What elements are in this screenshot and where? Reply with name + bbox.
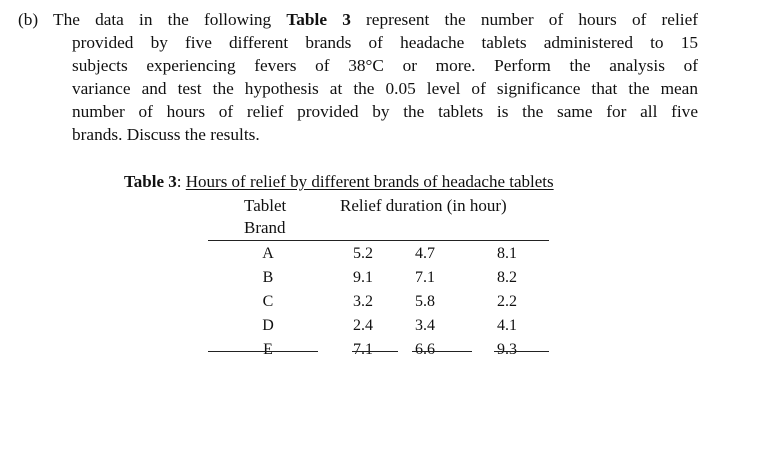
brand-cell: E <box>263 341 273 358</box>
value-cell: 4.7 <box>415 245 435 262</box>
relief-table <box>208 242 549 362</box>
header-relief-duration: Relief duration (in hour) <box>340 196 507 215</box>
question-line-5: number of hours of relief provided by the tablets is the same for all five <box>72 102 698 121</box>
table-reference: Table 3 <box>286 10 351 29</box>
table-caption-title: Hours of relief by different brands of headache tablets <box>185 172 554 191</box>
brand-cell: C <box>262 293 274 310</box>
brand-cell: A <box>262 245 274 262</box>
table-caption <box>124 171 554 193</box>
value-cell: 7.1 <box>353 341 373 358</box>
table-caption-separator: : <box>176 172 186 191</box>
value-cell: 7.1 <box>415 269 435 286</box>
brand-cell: B <box>262 269 274 286</box>
table-caption-label: Table 3 <box>124 172 177 191</box>
table-bottom-rule-col2 <box>412 351 472 352</box>
question-line-1-end: represent the number of hours of relief <box>350 10 698 29</box>
table-bottom-rule-col1 <box>352 351 398 352</box>
table-header-rule <box>208 240 549 241</box>
value-cell: 3.4 <box>415 317 435 334</box>
value-cell: 2.4 <box>353 317 373 334</box>
header-tablet: Tablet <box>244 196 287 215</box>
table-bottom-rule-col3 <box>494 351 549 352</box>
table-row <box>208 266 549 290</box>
header-brand: Brand <box>244 218 286 237</box>
value-cell: 4.1 <box>497 317 517 334</box>
value-cell: 8.1 <box>497 245 517 262</box>
table-row <box>208 338 549 362</box>
value-cell: 3.2 <box>353 293 373 310</box>
question-line-6: brands. Discuss the results. <box>72 125 260 144</box>
brand-cell: D <box>262 317 274 334</box>
question-line-4: variance and test the hypothesis at the 0.05 level of significance that the mean <box>72 79 698 98</box>
question-line-1 <box>18 8 698 31</box>
value-cell: 8.2 <box>497 269 517 286</box>
value-cell: 9.1 <box>353 269 373 286</box>
question-text <box>18 8 698 146</box>
table-bottom-rule-brand <box>208 351 318 352</box>
value-cell: 5.2 <box>353 245 373 262</box>
table-row <box>208 290 549 314</box>
value-cell: 5.8 <box>415 293 435 310</box>
question-line-1-start: (b) The data in the following <box>18 10 287 29</box>
question-line-3: subjects experiencing fevers of 38°C or more. Perform the analysis of <box>72 56 698 75</box>
table-row <box>208 242 549 266</box>
value-cell: 2.2 <box>497 293 517 310</box>
question-line-2: provided by five different brands of headache tablets administered to 15 <box>72 33 698 52</box>
value-cell: 9.3 <box>497 341 517 358</box>
table-row <box>208 314 549 338</box>
value-cell: 6.6 <box>415 341 435 358</box>
